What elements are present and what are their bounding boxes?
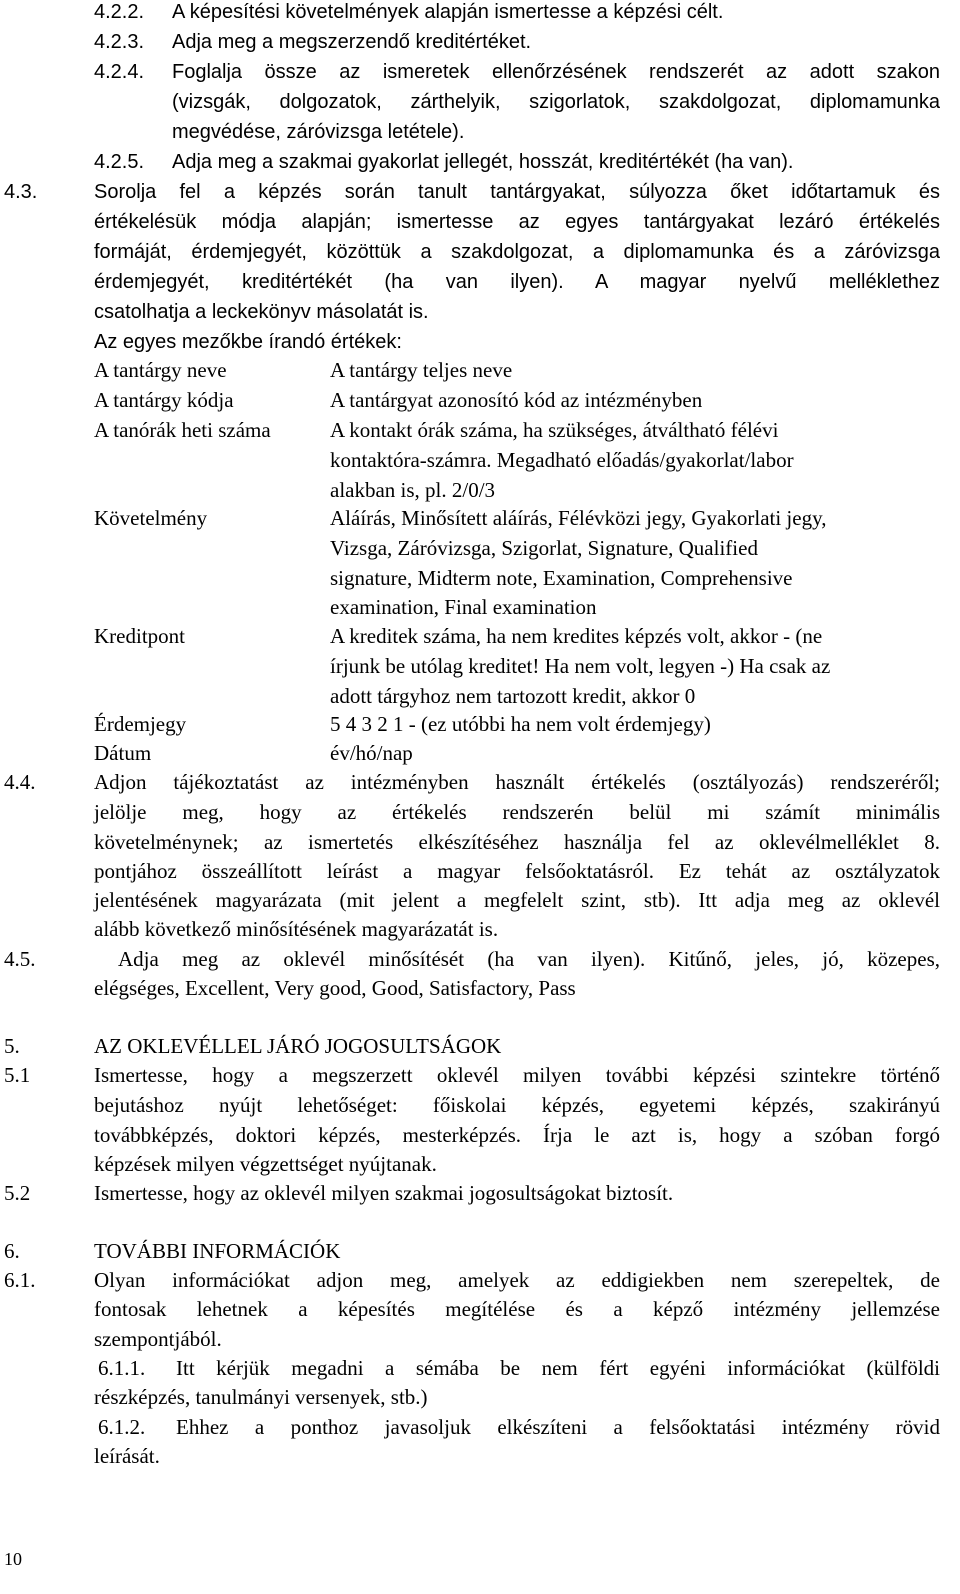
field-description: alakban is, pl. 2/0/3: [330, 478, 496, 502]
section-text-line: érdemjegyét, kreditértékét (ha van ilyen). A magyar nyelvű melléklethez: [94, 271, 940, 293]
section-text: Ismertesse, hogy az oklevél milyen szakmai jogosultságokat biztosít.: [94, 1181, 674, 1205]
section-text-line: alább következő minősítésének magyarázatát is.: [94, 917, 499, 941]
chapter-number: 6.: [4, 1239, 20, 1263]
field-description: írjunk be utólag kreditet! Ha nem volt, legyen -) Ha csak az: [330, 654, 831, 678]
field-label: Követelmény: [94, 506, 208, 530]
field-description: Aláírás, Minősített aláírás, Félévközi jegy, Gyakorlati jegy,: [330, 506, 827, 530]
field-description: A kreditek száma, ha nem kredites képzés volt, akkor - (ne: [330, 624, 823, 648]
section-text-line: elégséges, Excellent, Very good, Good, Satisfactory, Pass: [94, 976, 576, 1000]
field-description: A kontakt órák száma, ha szükséges, átváltható félévi: [330, 418, 779, 442]
page-number: 10: [4, 1549, 22, 1569]
section-text-line: Sorolja fel a képzés során tanult tantárgyakat, súlyozza őket időtartamuk és: [94, 181, 940, 203]
section-text-line: Adja meg az oklevél minősítését (ha van ilyen). Kitűnő, jeles, jó, közepes,: [118, 947, 940, 971]
field-description: signature, Midterm note, Examination, Comprehensive: [330, 566, 793, 590]
section-text: Adja meg a szakmai gyakorlat jellegét, hosszát, kreditértékét (ha van).: [172, 151, 794, 173]
field-description: év/hó/nap: [330, 741, 413, 765]
section-number: 4.2.3.: [94, 31, 145, 53]
chapter-title: TOVÁBBI INFORMÁCIÓK: [94, 1239, 341, 1263]
section-text-line: fontosak lehetnek a képesítés megítélése és a képző intézmény jellemzése: [94, 1297, 940, 1321]
section-text-line: Itt kérjük megadni a sémába be nem fért egyéni információkat (külföldi: [176, 1356, 940, 1380]
section-text-line: Ismertesse, hogy a megszerzett oklevél milyen további képzési szintekre történő: [94, 1063, 940, 1087]
section-text: Adja meg a megszerzendő kreditértéket.: [172, 31, 532, 53]
section-text-line: csatolhatja a leckekönyv másolatát is.: [94, 301, 429, 323]
chapter-title: AZ OKLEVÉLLEL JÁRÓ JOGOSULTSÁGOK: [94, 1034, 502, 1058]
section-text-line: Adjon tájékoztatást az intézményben használt értékelés (osztályozás) rendszeréről;: [94, 770, 940, 794]
chapter-number: 5.: [4, 1034, 20, 1058]
section-text-line: pontjához összeállított leírást a magyar felsőoktatásról. Ez tehát az osztályzatok: [94, 859, 940, 883]
field-label: A tanórák heti száma: [94, 418, 271, 442]
field-description: 5 4 3 2 1 - (ez utóbbi ha nem volt érdemjegy): [330, 712, 711, 736]
section-number: 5.1: [4, 1063, 31, 1087]
section-number: 4.2.5.: [94, 151, 145, 173]
section-number: 5.2: [4, 1181, 31, 1205]
section-number: 4.3.: [4, 181, 38, 203]
field-description: kontaktóra-számra. Megadható előadás/gyakorlat/labor: [330, 448, 794, 472]
field-label: Dátum: [94, 741, 152, 765]
section-text-line: továbbképzés, doktori képzés, mesterképzés. Írja le azt is, hogy a szóban forgó: [94, 1123, 940, 1147]
section-text-line: formáját, érdemjegyét, közöttük a szakdolgozat, a diplomamunka és a záróvizsga: [94, 241, 940, 263]
section-number: 4.4.: [4, 770, 36, 794]
section-text-line: szempontjából.: [94, 1327, 222, 1351]
field-description: A tantárgyat azonosító kód az intézményben: [330, 388, 703, 412]
section-text-line: Foglalja össze az ismeretek ellenőrzésének rendszerét az adott szakon: [172, 61, 940, 83]
section-text-line: Ehhez a ponthoz javasoljuk elkészíteni a felsőoktatási intézmény rövid: [176, 1415, 940, 1439]
field-label: A tantárgy neve: [94, 358, 227, 382]
section-text-line: értékelésük módja alapján; ismertesse az egyes tantárgyakat lezáró értékelés: [94, 211, 940, 233]
section-text-line: Olyan információkat adjon meg, amelyek az eddigiekben nem szerepeltek, de: [94, 1268, 940, 1292]
field-label: A tantárgy kódja: [94, 388, 234, 412]
field-description: A tantárgy teljes neve: [330, 358, 513, 382]
section-number: 6.1.1.: [98, 1356, 146, 1380]
section-text-line: követelménynek; az ismertetés elkészítéséhez használja fel az oklevélmelléklet 8.: [94, 830, 940, 854]
section-text-line: képzések milyen végzettséget nyújtanak.: [94, 1152, 437, 1176]
field-description: adott tárgyhoz nem tartozott kredit, akkor 0: [330, 684, 696, 708]
section-number: 4.5.: [4, 947, 36, 971]
field-description: Vizsga, Záróvizsga, Szigorlat, Signature, Qualified: [330, 536, 758, 560]
section-text-line: részképzés, tanulmányi versenyek, stb.): [94, 1385, 428, 1409]
section-text-line: leírását.: [94, 1444, 160, 1468]
section-text-line: bejutáshoz nyújt lehetőséget: főiskolai képzés, egyetemi képzés, szakirányú: [94, 1093, 940, 1117]
section-text: A képesítési követelmények alapján ismertesse a képzési célt.: [172, 1, 724, 23]
section-text-line: jelentésének magyarázata (mit jelent a megfelelt szint, stb). Itt adja meg az oklevél: [94, 888, 940, 912]
field-label: Érdemjegy: [94, 712, 187, 736]
section-text-line: megvédése, záróvizsga letétele).: [172, 121, 465, 143]
section-number: 4.2.4.: [94, 61, 145, 83]
section-text-line: jelölje meg, hogy az értékelés rendszerén belül mi számít minimális: [94, 800, 940, 824]
field-label: Kreditpont: [94, 624, 185, 648]
section-number: 6.1.: [4, 1268, 36, 1292]
section-number: 4.2.2.: [94, 1, 145, 23]
field-description: examination, Final examination: [330, 595, 597, 619]
fields-intro: Az egyes mezőkbe írandó értékek:: [94, 331, 402, 353]
section-text-line: (vizsgák, dolgozatok, zárthelyik, szigorlatok, szakdolgozat, diplomamunka: [172, 91, 940, 113]
section-number: 6.1.2.: [98, 1415, 146, 1439]
